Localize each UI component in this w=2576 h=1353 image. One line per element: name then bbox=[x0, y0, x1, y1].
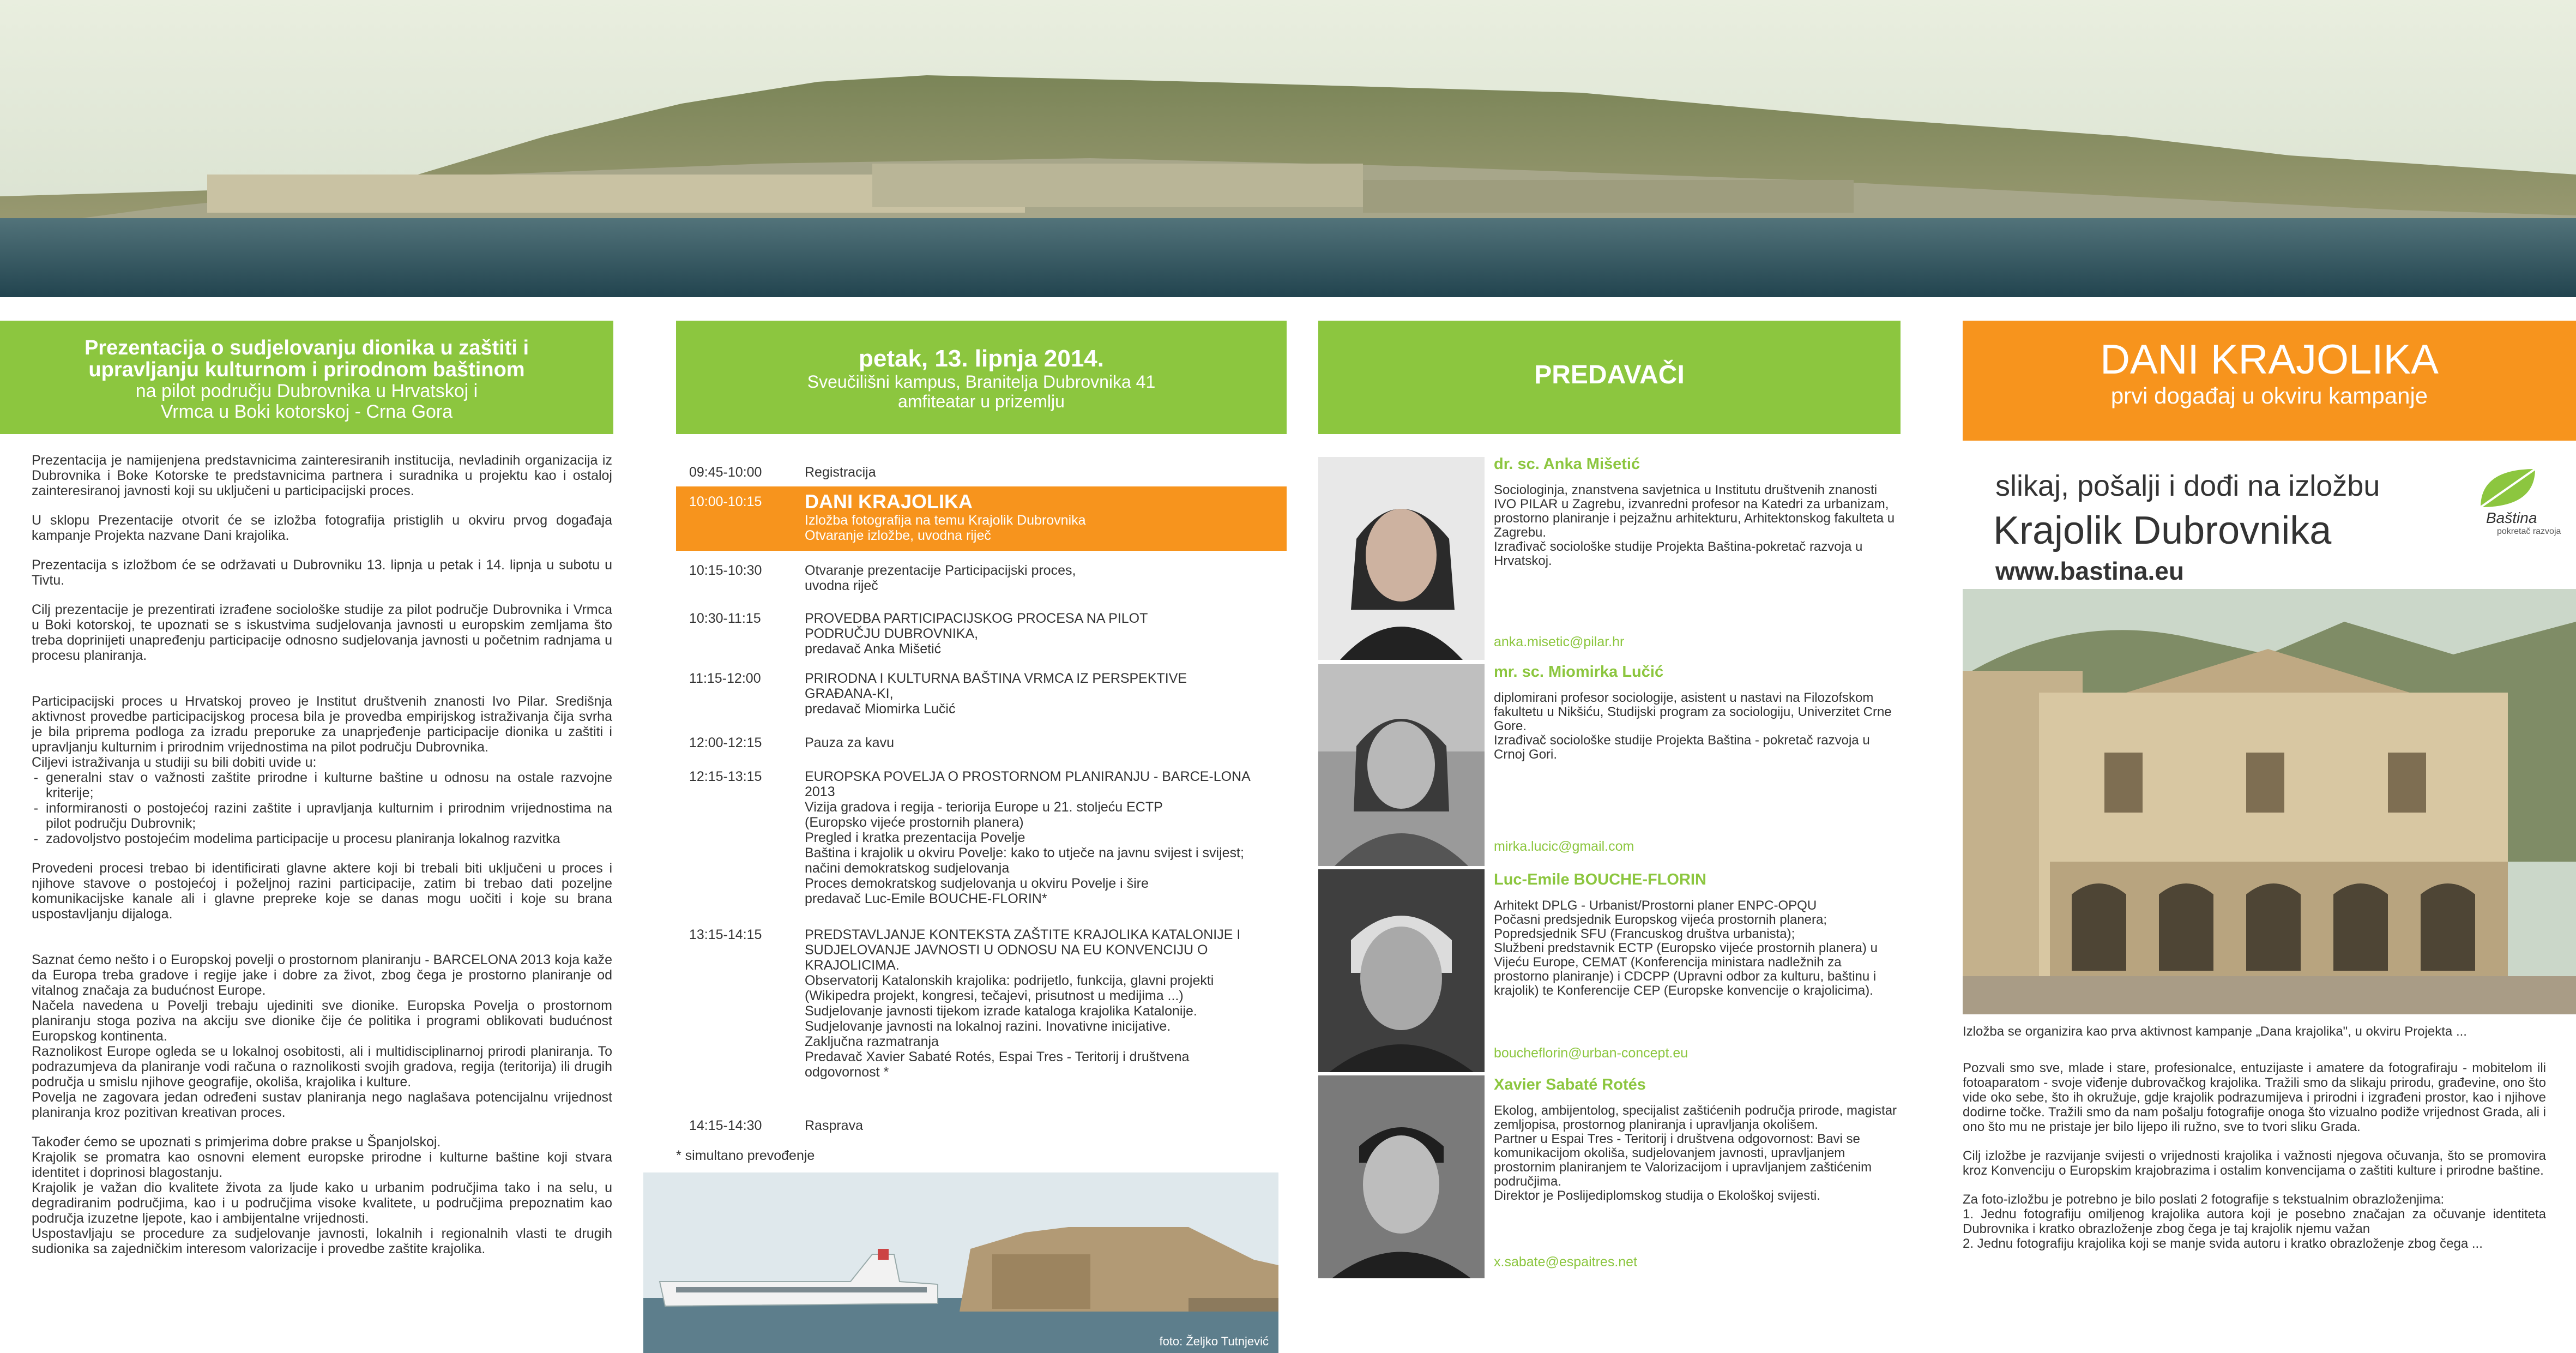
column-programme bbox=[676, 0, 1287, 1353]
harbour-photo bbox=[643, 1172, 1278, 1353]
bastina-logo bbox=[2442, 464, 2573, 534]
paragraph: Uspostavljaju se procedure za sudjelovanje javnosti, lokalnih i regionalnih vlasti te drugih sudionika sa zajedničkim interesom valorizacije i provedbe zaštite krajolika. bbox=[32, 1226, 612, 1256]
portrait-image bbox=[1318, 457, 1485, 660]
dani-krajolika-subtitle: prvi događaj u okviru kampanje bbox=[2110, 383, 2428, 408]
programme-time: 12:15-13:15 bbox=[689, 769, 762, 784]
speakers-header bbox=[1318, 321, 1901, 434]
paragraph: Raznolikost Europe ogleda se u lokalnoj osobitosti, ali i multidisciplinarnoj prirodi planiranja. To podrazumjeva da planiranje vodi računa o raznolikosti svojih gradova, regija (teritorija) ili drugih područja u smislu njihove geografije, okoliša, krajolika i kulture. bbox=[32, 1044, 612, 1090]
presentation-subtitle-1: na pilot području Dubrovnika u Hrvatskoj i bbox=[135, 381, 478, 401]
speaker-name: dr. sc. Anka Mišetić bbox=[1494, 455, 1640, 473]
speaker-photo-bouche-florin bbox=[1318, 869, 1485, 1072]
speaker-name: Luc-Emile BOUCHE-FLORIN bbox=[1494, 871, 1706, 888]
programme-time: 12:00-12:15 bbox=[689, 735, 762, 750]
speaker-photo-anka bbox=[1318, 457, 1485, 660]
programme-time: 10:30-11:15 bbox=[689, 611, 761, 626]
speaker-email: boucheflorin@urban-concept.eu bbox=[1494, 1045, 1688, 1061]
speaker-name: Xavier Sabaté Rotés bbox=[1494, 1076, 1646, 1093]
logo-subtext: pokretač razvoja bbox=[2497, 527, 2561, 536]
dani-krajolika-header bbox=[1963, 321, 2576, 441]
list-item: 2. Jednu fotografiju krajolika koji se manje svida autoru i kratko obrazloženje zbog čega ... bbox=[1963, 1236, 2483, 1251]
programme-venue-2: amfiteatar u prizemlju bbox=[898, 392, 1065, 411]
poster-line-2: Krajolik Dubrovnika bbox=[1993, 509, 2332, 552]
programme-list bbox=[676, 458, 1287, 1167]
programme-text: Otvaranje prezentacije Participacijski proces, uvodna riječ bbox=[805, 563, 1076, 593]
logo-text: Baština bbox=[2486, 509, 2537, 526]
programme-time: 10:15-10:30 bbox=[689, 563, 762, 578]
speakers-title: PREDAVAČI bbox=[1534, 360, 1685, 389]
column-speakers bbox=[1318, 0, 1902, 1353]
paragraph: Prezentacija je namijenjena predstavnicima zainteresiranih institucija, nevladinih organizacija iz Dubrovnika i Boke Kotorske te predstavnicima partnera i suradnika u projektu kao i ostaloj zainteresiranoj javnosti koji su uključeni u participacijski proces. bbox=[32, 453, 612, 498]
speaker-description: diplomirani profesor sociologije, asistent u nastavi na Filozofskom fakultetu u Nikšiću, Studijski program za sociologiju, Univerzitet Crne Gore. Izrađivač sociološke studije Projekta Baština - pokretač razvoja u Crnoj Gori. bbox=[1494, 690, 1892, 762]
speaker-photo-miomirka bbox=[1318, 664, 1485, 866]
programme-time: 11:15-12:00 bbox=[689, 671, 761, 686]
paragraph: Povelja ne zagovara jedan određeni sustav planiranja nego naglašava potencijalnu vrijednost planiranja kroz pozitivan kreativan proces. bbox=[32, 1090, 612, 1120]
portrait-image bbox=[1318, 1075, 1485, 1278]
harbour-image bbox=[643, 1172, 1278, 1353]
speaker-email: x.sabate@espaitres.net bbox=[1494, 1254, 1638, 1270]
sponza-palace-image bbox=[1963, 589, 2576, 1014]
speaker-email: anka.misetic@pilar.hr bbox=[1494, 634, 1625, 650]
programme-row-highlight bbox=[676, 486, 1287, 551]
speaker-block-bouche-florin bbox=[1494, 871, 1897, 998]
paragraph: Participacijski proces u Hrvatskoj proveo je Institut društvenih znanosti Ivo Pilar. Središnja aktivnost provedbe participacijskog procesa bila je provedba empirijskog istraživanja čija svrha je bila priprema podloga za izradu preporuke za unaprjeđenje participacije dionika u zaštiti i upravljanju kulturnim i prirodnim vrijednostima na pilot području Dubrovnika. bbox=[32, 694, 612, 755]
speaker-block-anka bbox=[1494, 455, 1897, 568]
speaker-email: mirka.lucic@gmail.com bbox=[1494, 839, 1634, 854]
programme-time: 14:15-14:30 bbox=[689, 1118, 762, 1133]
programme-text: PRIRODNA I KULTURNA BAŠTINA VRMCA IZ PERSPEKTIVE GRAĐANA-KI, predavač Miomirka Lučić bbox=[805, 671, 1187, 717]
paragraph: Krajolik se promatra kao osnovni element europske prirodne i kulturne baštine koji stvara identitet i doprinosi blagostanju. bbox=[32, 1150, 612, 1180]
paragraph: Krajolik je važan dio kvalitete života za ljude kako u urbanim područjima tako i na selu, u degradiranim područjima, kao i u područjima visoke kvalitete, u područjima prepoznatim kao područja izuzetne ljepote, kao i ambijentalne vrijednosti. bbox=[32, 1180, 612, 1226]
paragraph: Prezentacija s izložbom će se održavati u Dubrovniku 13. lipnja u petak i 14. lipnja u subotu u Tivtu. bbox=[32, 557, 612, 588]
paragraph: Saznat ćemo nešto i o Europskoj povelji o prostornom planiranju - BARCELONA 2013 koja kaže da Europa treba gradove i regije jake i dobre za život, zbog čega je prostorno planiranje od vitalnog značaja za budućnost Europe. bbox=[32, 952, 612, 998]
programme-date: petak, 13. lipnja 2014. bbox=[858, 345, 1104, 372]
speaker-block-miomirka bbox=[1494, 663, 1897, 762]
paragraph: Načela navedena u Povelji trebaju ujediniti sve dionike. Europska Povelja o prostornom planiranju stoga poziva na akciju sve dionike čije će politika i programi oblikovati budućnost Europskog kontinenta. bbox=[32, 998, 612, 1044]
speaker-block-sabate bbox=[1494, 1076, 1897, 1203]
programme-time: 10:00-10:15 bbox=[689, 494, 762, 509]
portrait-image bbox=[1318, 664, 1485, 866]
paragraph: Ciljevi istraživanja u studiji su bili dobiti uvide u: bbox=[32, 755, 317, 770]
list-item: - zadovoljstvo postojećim modelima participacije u procesu planiranja lokalnog razvitka bbox=[46, 831, 612, 846]
programme-text: PROVEDBA PARTICIPACIJSKOG PROCESA NA PILOT PODRUČJU DUBROVNIKA, predavač Anka Mišetić bbox=[805, 611, 1148, 657]
paragraph: U sklopu Prezentacije otvorit će se izložba fotografija pristiglih u okviru prvog događaja kampanje Projekta nazvane Dani krajolika. bbox=[32, 513, 612, 543]
poster-line-1: slikaj, pošalji i dođi na izložbu bbox=[1995, 470, 2380, 502]
speaker-name: mr. sc. Miomirka Lučić bbox=[1494, 663, 1664, 681]
list-item: - generalni stav o važnosti zaštite prirodne i kulturne baštine u odnosu na ostale razvojne kriterije; bbox=[46, 770, 612, 801]
programme-text: Izložba fotografija na temu Krajolik Dubrovnika Otvaranje izložbe, uvodna riječ bbox=[805, 513, 1086, 543]
programme-text: Pauza za kavu bbox=[805, 735, 894, 750]
presentation-title: Prezentacija o sudjelovanju dionika u zaštiti i upravljanju kulturnom i prirodnom baštinom bbox=[84, 336, 529, 381]
paragraph: Cilj prezentacije je prezentirati izrađene sociološke studije za pilot područje Dubrovnika i Vrmca u Boki kotorskoj, te upoznati se s iskustvima sudjelovanja javnosti u europskim zemljama što treba doprinijeti unapređenju participacije odnosno sudjelovanja javnosti u početnim radnjama u procesu planiranja. bbox=[32, 602, 612, 663]
photo-credit: foto: Željko Tutnjević bbox=[1159, 1334, 1269, 1348]
poster-url: www.bastina.eu bbox=[1995, 557, 2184, 585]
campaign-body bbox=[1963, 1024, 2546, 1251]
paragraph: Izložba se organizira kao prva aktivnost kampanje „Dana krajolika", u okviru Projekta ... bbox=[1963, 1024, 2467, 1039]
paragraph: Provedeni procesi trebao bi identificirati glavne aktere koji bi trebali biti uključeni u proces i njihove stavove o postojećoj i poželjnoj razini participacije, zatim bi trebao dati pozeljne komunikacijske kanale ali i glavne prepreke koje se danas mogu uočiti i koje su brana uspostavljanju dijaloga. bbox=[32, 861, 612, 922]
dani-krajolika-title: DANI KRAJOLIKA bbox=[2100, 336, 2439, 383]
list-item: - informiranosti o postojećoj razini zaštite i upravljanja kulturnim i prirodnim vrijednostima na pilot području Dubrovnik; bbox=[46, 801, 612, 831]
programme-time: 09:45-10:00 bbox=[689, 465, 762, 480]
speaker-description: Ekolog, ambijentolog, specijalist zaštićenih područja prirode, magistar zemljopisa, prostornog planiranja i upravljanja okolišem. Partner u Espai Tres - Teritorij i društvena odgovornost: Bavi se komunikacijom okoliša, sudjelovanjem javnosti, upravljanjem prostornim planiranjem te Valorizacijom i upravljanjem zaštićenim područjima. Direktor je Poslijediplomskog studija o Ekološkoj svijesti. bbox=[1494, 1103, 1897, 1203]
leaf-logo-icon bbox=[2475, 464, 2541, 513]
speaker-description: Arhitekt DPLG - Urbanist/Prostorni planer ENPC-OPQU Počasni predsjednik Europskog vijeća prostornih planera; Popredsjednik SFU (Francuskog društva urbanista); Službeni predstavnik ECTP (Europsko vijeće prostornih planera) u Vijeću Europe, CEMAT (Konferencija ministara nadležnih za prostorno planiranje) i CDCPP (Upravni odbor za kulturu, baštinu i krajolik) te Konferencije CEP (Europske konvencije o krajolicima). bbox=[1494, 898, 1878, 998]
programme-text: PREDSTAVLJANJE KONTEKSTA ZAŠTITE KRAJOLIKA KATALONIJE I SUDJELOVANJE JAVNOSTI U ODNOSU NA EU KONVENCIJU O KRAJOLICIMA. Observatorij Katalonskih krajolika: podrijetlo, funkcija, glavni projekti (Wikipedra projekt, kongresi, tečajevi, prisutnost u medijima ...) Sudjelovanje javnosti tijekom izrade kataloga krajolika Katalonije. Sudjelovanje javnosti na lokalnoj razini. Inovativne inicijative. Zaključna razmatranja Predavač Xavier Sabaté Rotés, Espai Tres - Teritorij i društvena odgovornost * bbox=[805, 927, 1241, 1080]
simultaneous-translation-note: * simultano prevođenje bbox=[676, 1148, 815, 1163]
speaker-description: Sociologinja, znanstvena savjetnica u Institutu društvenih znanosti IVO PILAR u Zagrebu, izvanredni profesor na Katedri za urbanizam, prostorno planiranje i pejzažnu arhitekturu, Arhitektonskog fakulteta u Zagrebu. Izrađivač sociološke studije Projekta Baština-pokretač razvoja u Hrvatskoj. bbox=[1494, 483, 1895, 568]
presentation-body bbox=[32, 453, 612, 1271]
presentation-subtitle-2: Vrmca u Boki kotorskoj - Crna Gora bbox=[160, 401, 453, 422]
research-goals-list bbox=[32, 770, 612, 846]
paragraph: Pozvali smo sve, mlade i stare, profesionalce, entuzijaste i amatere da fotografiraju - mobitelom ili fotoaparatom - svoje viđenje dubrovačkog krajolika. Tražili smo da slikaju prirodu, građevine, ono što vide oko sebe, što ih okružuje, gdje krajolik podrazumijeva i prirodni i izgrađeni prostor, kao i njihove dodirne točke. Tražili smo da nam pošalju fotografije onoga što vizualno podiže vrijednost Grada, ali i ono što mu ne pristaje jer bilo lijepo ili ružno, sve to tvori sliku Grada. bbox=[1963, 1061, 2546, 1134]
programme-text: Registracija bbox=[805, 465, 876, 480]
paragraph: Također ćemo se upoznati s primjerima dobre prakse u Španjolskoj. bbox=[32, 1134, 441, 1150]
programme-title: DANI KRAJOLIKA bbox=[805, 490, 973, 513]
programme-header bbox=[676, 321, 1287, 434]
paragraph: Za foto-izložbu je potrebno je bilo poslati 2 fotografije s tekstualnim obrazloženjima: bbox=[1963, 1192, 2445, 1207]
paragraph: Cilj izložbe je razvijanje svijesti o vrijednosti krajolika i važnosti njegova očuvanja, što se promovira kroz Konvenciju o Europskim krajobrazima i ostalim konvencijama o zaštiti kulture i prirodne baštine. bbox=[1963, 1148, 2546, 1178]
presentation-header bbox=[0, 321, 613, 434]
programme-text: Rasprava bbox=[805, 1118, 863, 1133]
programme-text: EUROPSKA POVELJA O PROSTORNOM PLANIRANJU - BARCE-LONA 2013 Vizija gradova i regija - teriorija Europe u 21. stoljeću ECTP (Europsko vijeće prostornih planera) Pregled i kratka prezentacija Povelje Baština i krajolik u okviru Povelje: kako to utječe na javnu svijest i svijest; načini demokratskog sudjelovanja Proces demokratskog sudjelovanja u okviru Povelje i šire predavač Luc-Emile BOUCHE-FLORIN* bbox=[805, 769, 1250, 906]
programme-venue-1: Sveučilišni kampus, Branitelja Dubrovnika 41 bbox=[807, 372, 1156, 392]
campaign-poster bbox=[1963, 458, 2576, 1014]
column-presentation bbox=[0, 0, 627, 1353]
column-dani-krajolika bbox=[1963, 0, 2576, 1353]
photo-requirements-list bbox=[1963, 1207, 2546, 1251]
list-item: 1. Jednu fotografiju omiljenog krajolika autora koji je posebno značajan za očuvanje identiteta Dubrovnika i kratko obrazloženje zbog čega je taj krajolik njemu važan bbox=[1963, 1207, 2546, 1236]
speaker-photo-sabate bbox=[1318, 1075, 1485, 1278]
portrait-image bbox=[1318, 869, 1485, 1072]
programme-time: 13:15-14:15 bbox=[689, 927, 762, 942]
